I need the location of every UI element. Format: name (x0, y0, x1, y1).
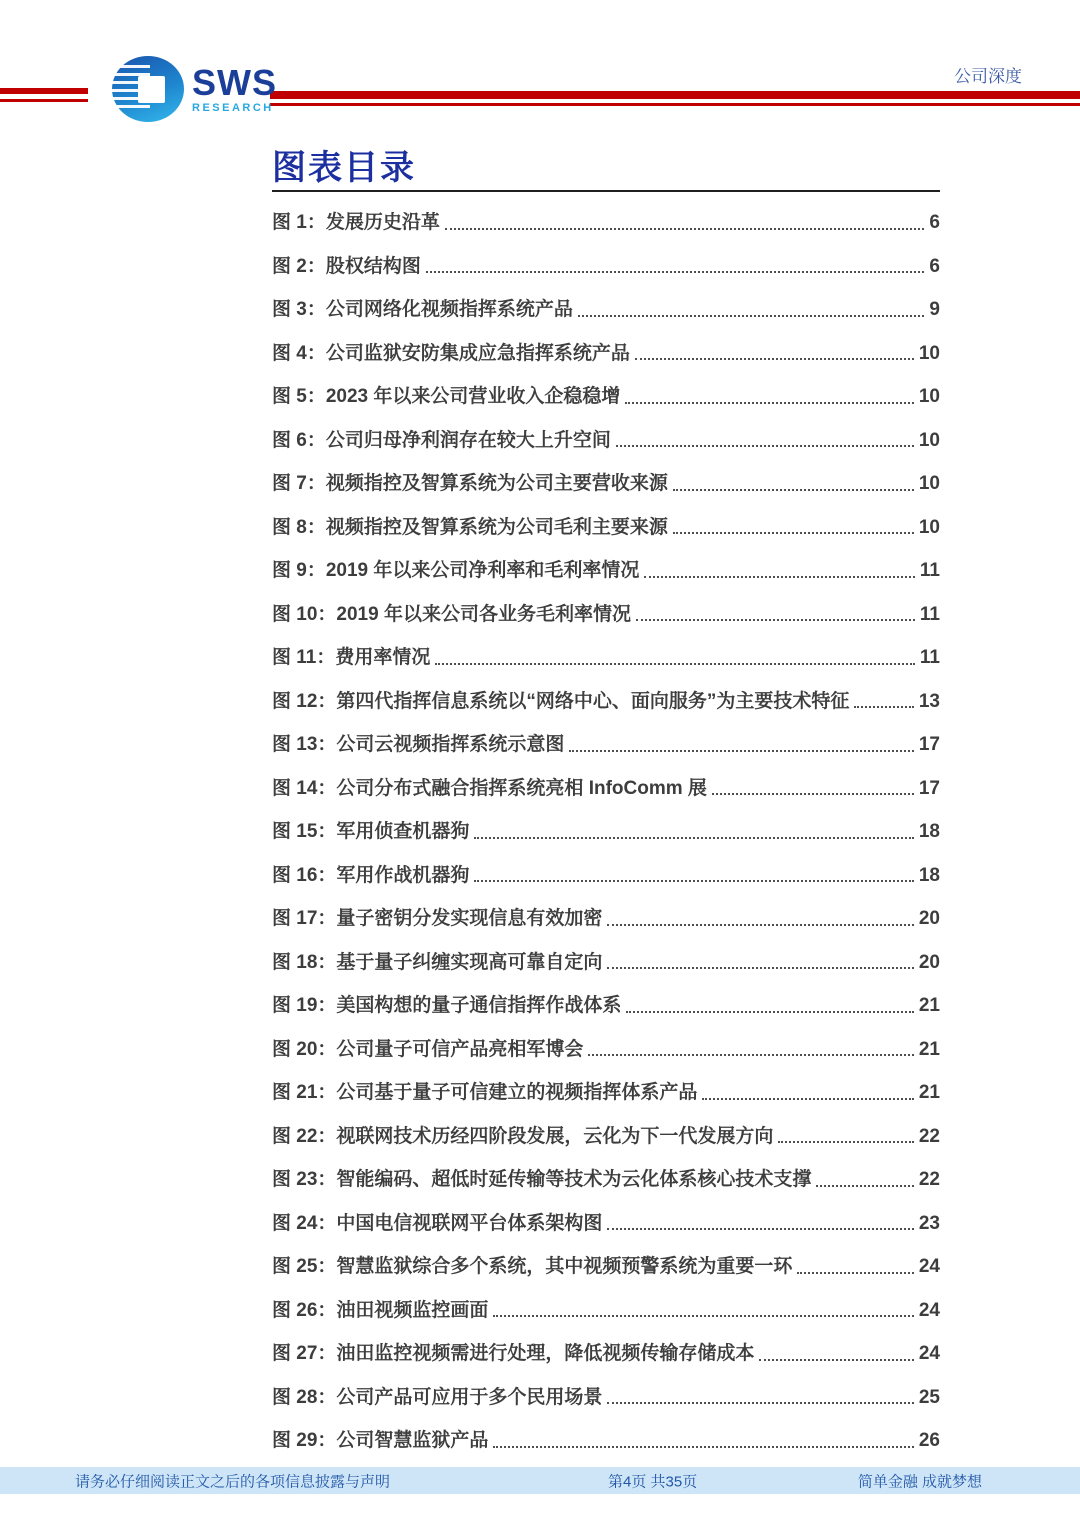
toc-entry-page: 21 (918, 1038, 940, 1060)
toc-entry[interactable] (272, 821, 940, 843)
toc-leader-dots (607, 1228, 913, 1230)
toc-entry-page: 20 (918, 951, 940, 973)
toc-entry-label[interactable]: 图 18：基于量子纠缠实现高可靠自定向 (272, 951, 603, 973)
toc-entry[interactable] (272, 995, 940, 1017)
toc-leader-dots (607, 1402, 913, 1404)
toc-entry-page: 26 (918, 1430, 940, 1451)
toc-entry[interactable] (272, 256, 940, 278)
toc-leader-dots (578, 315, 925, 317)
toc-entry[interactable] (272, 691, 940, 713)
toc-leader-dots (445, 228, 925, 230)
toc-entry-label[interactable]: 图 28：公司产品可应用于多个民用场景 (272, 1386, 603, 1408)
toc-leader-dots (635, 358, 914, 360)
footer-page-info: 第4页 共35页 (608, 1473, 698, 1490)
toc-leader-dots (673, 532, 914, 534)
toc-leader-dots (493, 1446, 913, 1448)
toc-entry-label[interactable]: 图 12：第四代指挥信息系统以“网络中心、面向服务”为主要技术特征 (272, 690, 850, 712)
toc-entry-page: 10 (918, 342, 940, 364)
footer-slogan: 简单金融 成就梦想 (857, 1473, 982, 1490)
toc-entry-label[interactable]: 图 4：公司监狱安防集成应急指挥系统产品 (272, 342, 630, 364)
logo-brand-text: SWS (192, 61, 278, 103)
title-underline (272, 190, 940, 192)
header-rule-left-thin (0, 99, 88, 102)
toc-entry-label[interactable]: 图 26：油田视频监控画面 (272, 1299, 489, 1321)
toc-entry[interactable] (272, 1213, 940, 1235)
toc-entry-page: 11 (919, 603, 940, 625)
toc-entry[interactable] (272, 1300, 940, 1322)
toc-leader-dots (797, 1272, 913, 1274)
toc-entry-page: 10 (918, 429, 940, 451)
logo-sub-text: RESEARCH (192, 101, 274, 114)
toc-entry[interactable] (272, 1169, 940, 1191)
toc-leader-dots (493, 1315, 913, 1317)
toc-entry-page: 10 (918, 473, 940, 494)
toc-entry-page: 22 (918, 1169, 940, 1190)
toc-entry[interactable] (272, 778, 940, 800)
toc-leader-dots (816, 1185, 913, 1187)
toc-entry-label[interactable]: 图 16：军用作战机器狗 (272, 864, 470, 886)
toc-entry[interactable] (272, 343, 940, 365)
toc-entry-page: 13 (918, 690, 940, 712)
toc-entry[interactable] (272, 952, 940, 974)
toc-entry-page: 23 (918, 1212, 940, 1234)
toc-entry-page: 17 (918, 777, 940, 799)
toc-entry-label[interactable]: 图 8：视频指控及智算系统为公司毛利主要来源 (272, 516, 668, 538)
toc-entry-page: 11 (919, 560, 940, 581)
toc-entry-label[interactable]: 图 11：费用率情况 (272, 647, 431, 668)
footer-disclaimer: 请务必仔细阅读正文之后的各项信息披露与声明 (75, 1473, 391, 1490)
toc-leader-dots (569, 750, 913, 752)
toc-entry-page: 20 (918, 908, 940, 929)
toc-entry-label[interactable]: 图 10：2019 年以来公司各业务毛利率情况 (272, 603, 631, 625)
toc-entry-label[interactable]: 图 14：公司分布式融合指挥系统亮相 InfoComm 展 (272, 777, 707, 799)
toc-entry[interactable] (272, 1126, 940, 1148)
header-rule-right-thin (270, 103, 1080, 106)
toc-entry[interactable] (272, 908, 940, 930)
toc-entry-page: 10 (918, 516, 940, 538)
toc-entry-label[interactable]: 图 13：公司云视频指挥系统示意图 (272, 734, 565, 755)
toc-entry-label[interactable]: 图 7：视频指控及智算系统为公司主要营收来源 (272, 473, 668, 494)
toc-entry[interactable] (272, 647, 940, 669)
toc-entry-page: 18 (918, 864, 940, 886)
toc-leader-dots (607, 967, 913, 969)
toc-list (272, 212, 940, 1452)
toc-entry[interactable] (272, 517, 940, 539)
sws-logo (112, 56, 277, 122)
toc-leader-dots (636, 619, 915, 621)
toc-entry-page: 24 (918, 1343, 940, 1364)
toc-entry-page: 18 (918, 821, 940, 842)
toc-entry-label[interactable]: 图 21：公司基于量子可信建立的视频指挥体系产品 (272, 1082, 698, 1103)
toc-entry-label[interactable]: 图 15：军用侦查机器狗 (272, 821, 470, 842)
toc-leader-dots (778, 1141, 913, 1143)
toc-entry-page: 24 (918, 1299, 940, 1321)
header-rule-right-thick (270, 91, 1080, 99)
toc-leader-dots (616, 445, 914, 447)
toc-entry[interactable] (272, 1256, 940, 1278)
toc-entry-label[interactable]: 图 22：视联网技术历经四阶段发展，云化为下一代发展方向 (272, 1125, 774, 1147)
toc-entry-page: 24 (918, 1256, 940, 1277)
toc-entry-label[interactable]: 图 23：智能编码、超低时延传输等技术为云化体系核心技术支撑 (272, 1169, 812, 1190)
toc-entry-page: 10 (918, 386, 940, 407)
toc-leader-dots (854, 706, 913, 708)
toc-leader-dots (426, 271, 925, 273)
doc-type-label: 公司深度 (954, 67, 1022, 86)
page-footer (0, 1467, 1080, 1494)
toc-entry-label[interactable]: 图 6：公司归母净利润存在较大上升空间 (272, 429, 611, 451)
toc-entry-page: 17 (918, 734, 940, 755)
toc-leader-dots (626, 1011, 913, 1013)
toc-entry-page: 11 (919, 647, 940, 668)
toc-leader-dots (607, 924, 913, 926)
toc-entry-label[interactable]: 图 20：公司量子可信产品亮相军博会 (272, 1038, 584, 1060)
toc-leader-dots (759, 1359, 913, 1361)
toc-entry-label[interactable]: 图 25：智慧监狱综合多个系统，其中视频预警系统为重要一环 (272, 1256, 793, 1277)
toc-entry-label[interactable]: 图 19：美国构想的量子通信指挥作战体系 (272, 995, 622, 1016)
toc-entry-label[interactable]: 图 1：发展历史沿革 (272, 212, 440, 233)
toc-entry-label[interactable]: 图 29：公司智慧监狱产品 (272, 1430, 489, 1451)
toc-entry[interactable] (272, 1039, 940, 1061)
sws-globe-icon (112, 56, 184, 122)
toc-leader-dots (474, 880, 913, 882)
toc-leader-dots (588, 1054, 913, 1056)
toc-entry[interactable] (272, 1430, 940, 1452)
toc-entry[interactable] (272, 1082, 940, 1104)
header-rule-left-thick (0, 88, 88, 94)
page-title: 图表目录 (272, 149, 416, 187)
toc-leader-dots (625, 402, 913, 404)
toc-leader-dots (435, 663, 915, 665)
toc-entry-page: 25 (918, 1386, 940, 1408)
toc-entry-page: 9 (929, 299, 940, 320)
toc-entry[interactable] (272, 1343, 940, 1365)
toc-entry-page: 21 (918, 1082, 940, 1103)
toc-entry[interactable] (272, 473, 940, 495)
toc-entry-label[interactable]: 图 5：2023 年以来公司营业收入企稳稳增 (272, 386, 621, 407)
toc-leader-dots (644, 576, 915, 578)
toc-entry-label[interactable]: 图 27：油田监控视频需进行处理，降低视频传输存储成本 (272, 1343, 755, 1364)
sws-wordmark (192, 61, 278, 114)
toc-entry-label[interactable]: 图 24：中国电信视联网平台体系架构图 (272, 1212, 603, 1234)
toc-entry-page: 22 (918, 1125, 940, 1147)
toc-entry[interactable] (272, 604, 940, 626)
toc-entry-page: 6 (929, 255, 940, 277)
toc-entry[interactable] (272, 1387, 940, 1409)
toc-entry[interactable] (272, 430, 940, 452)
toc-leader-dots (474, 837, 913, 839)
toc-entry-label[interactable]: 图 9：2019 年以来公司净利率和毛利率情况 (272, 560, 640, 581)
toc-entry[interactable] (272, 865, 940, 887)
toc-leader-dots (712, 793, 914, 795)
toc-leader-dots (673, 489, 914, 491)
toc-entry[interactable] (272, 212, 940, 234)
toc-entry[interactable] (272, 734, 940, 756)
toc-entry-label[interactable]: 图 17：量子密钥分发实现信息有效加密 (272, 908, 603, 929)
toc-entry-page: 21 (918, 995, 940, 1016)
toc-leader-dots (702, 1098, 913, 1100)
toc-entry-label[interactable]: 图 3：公司网络化视频指挥系统产品 (272, 299, 573, 320)
toc-entry-label[interactable]: 图 2：股权结构图 (272, 255, 421, 277)
toc-entry[interactable] (272, 386, 940, 408)
toc-entry-page: 6 (929, 212, 940, 233)
toc-entry[interactable] (272, 299, 940, 321)
toc-entry[interactable] (272, 560, 940, 582)
